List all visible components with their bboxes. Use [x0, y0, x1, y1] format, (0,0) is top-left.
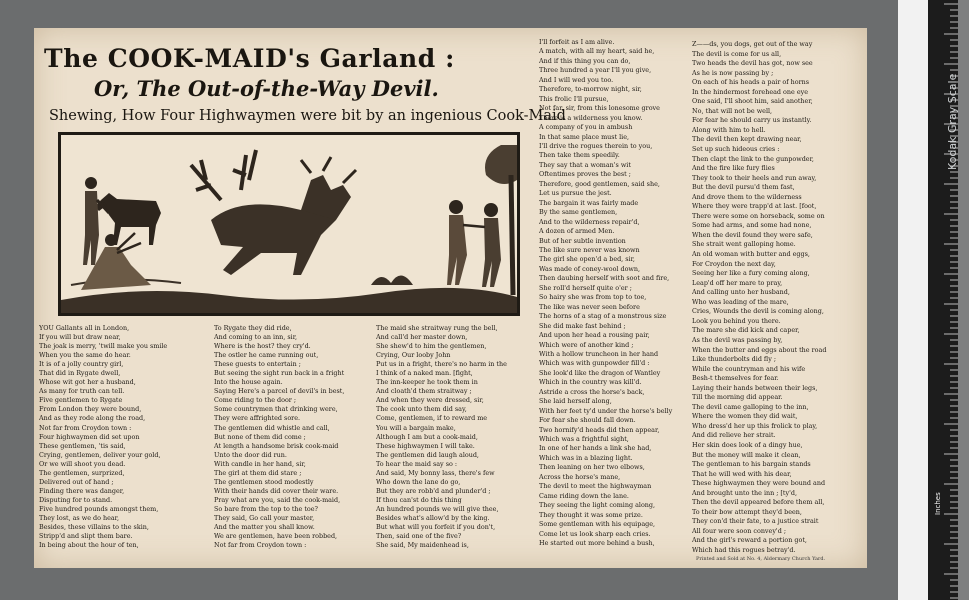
- verse-line: In the hindermost forehead one eye: [692, 87, 808, 96]
- bush-shape: [371, 275, 413, 285]
- verse-line: And drove them to the wilderness: [692, 192, 802, 201]
- verse-line: But what will you forfeit if you don't,: [376, 523, 496, 532]
- verse-line: Not far, sir, from this lonesome grove: [539, 104, 660, 113]
- verse-line: Besides what's allow'd by the king.: [376, 513, 490, 522]
- verse-line: Besh-t themselves for fear.: [692, 374, 779, 383]
- ruler-unit-label: Inches: [934, 492, 942, 515]
- verse-line: The like sure never was known: [539, 245, 640, 254]
- verse-line: And brought unto the inn ; [ty'd,: [692, 488, 797, 497]
- verse-line: Which was in a blazing light.: [539, 453, 633, 462]
- verse-line: Unto the door did run.: [214, 450, 287, 459]
- verse-line: When the devil found they were safe,: [692, 230, 813, 239]
- verse-line: Z——ds, you dogs, get out of the way: [692, 40, 813, 48]
- verse-line: We are gentlemen, have been robbed,: [214, 532, 338, 541]
- ballad-column-4: [539, 38, 699, 548]
- verse-line: Then, said one of the five?: [376, 532, 462, 541]
- verse-line: The devil to meet the highwayman: [539, 482, 652, 491]
- verse-line: These guests to entertain ;: [214, 360, 301, 369]
- verse-line: By the same gentlemen,: [539, 208, 618, 217]
- verse-line: A company of you in ambush: [539, 123, 633, 132]
- verse-line: They lost, as we do hear,: [39, 513, 120, 522]
- ballad-column-5: [692, 40, 857, 556]
- verse-line: She look'd like the dragon of Wantley: [539, 368, 661, 377]
- verse-line: Then clapt the link to the gunpowder,: [692, 154, 814, 163]
- verse-line: With candle in her hand, sir,: [214, 459, 306, 468]
- verse-line: The inn-keeper he took them in: [376, 378, 478, 387]
- verse-line: The gentlemen stood modestly: [214, 477, 314, 486]
- verse-line: When you the same do hear.: [39, 351, 131, 360]
- verse-line: The maid she straitway rung the bell,: [376, 324, 498, 332]
- verse-line: They thought it was some prize.: [539, 510, 643, 519]
- color-reference-ruler: [898, 0, 969, 600]
- verse-line: An old woman with butter and eggs,: [692, 250, 810, 259]
- verse-line: Where is the host? they cry'd.: [214, 342, 311, 351]
- verse-line: Crying, Our looby John: [376, 351, 451, 360]
- verse-line: But of her subtle invention: [539, 236, 626, 245]
- verse-line: But the money will make it clean,: [692, 450, 801, 459]
- verse-line: Some countrymen that drinking were,: [214, 405, 338, 414]
- verse-line: And call'd her master down,: [376, 333, 468, 342]
- verse-line: The gentlemen did whistle and call,: [214, 423, 330, 432]
- verse-line: An hundred pounds we will give thee,: [376, 504, 499, 513]
- verse-line: A dozen of armed Men.: [539, 227, 615, 236]
- verse-line: As the devil was passing by,: [692, 335, 783, 344]
- verse-line: A match, with all my heart, said he,: [539, 47, 655, 56]
- verse-line: But seeing the sight run back in a fright: [214, 369, 345, 378]
- verse-line: I think of a naked man. [fight,: [376, 369, 473, 378]
- verse-line: Therefore, good gentlemen, said she,: [539, 179, 660, 188]
- verse-line: Who down the lane do go,: [376, 477, 461, 486]
- verse-line: Then take them speedily.: [539, 151, 620, 160]
- verse-line: Five hundred pounds amongst them,: [39, 504, 159, 513]
- verse-line: You will a bargain make,: [376, 423, 456, 432]
- verse-line: Therefore, to-morrow night, sir,: [539, 85, 642, 94]
- verse-line: Which were of another kind ;: [539, 340, 634, 349]
- verse-line: In being about the hour of ten,: [39, 541, 139, 550]
- two-frightened-men-figure: [447, 200, 501, 287]
- verse-line: Laying their hands between their legs,: [692, 383, 818, 392]
- verse-line: Leap'd off her mare to pray,: [692, 278, 783, 287]
- verse-line: They took to their heels and run away,: [692, 173, 817, 182]
- verse-line: Come, gentlemen, if to reward me: [376, 414, 488, 423]
- verse-line: Not far from Croydon town :: [214, 541, 307, 550]
- verse-line: And when they were dressed, sir,: [376, 396, 484, 405]
- verse-line: Like thunderbolts did fly ;: [692, 355, 776, 364]
- verse-line: Besides, these villains to the skin,: [39, 523, 149, 532]
- verse-line: As he is now passing by ;: [692, 68, 774, 77]
- verse-line: They con'd their fate, to a justice strait: [692, 517, 819, 526]
- verse-line: In that same place must lie,: [539, 132, 630, 141]
- verse-line: With her feet ty'd under the horse's belly: [539, 406, 673, 415]
- verse-line: The bargain it was fairly made: [539, 198, 639, 207]
- verse-line: I'll forfeit as I am alive.: [539, 38, 615, 46]
- verse-line: And did relieve her strait.: [692, 431, 776, 440]
- verse-line: The cook unto them did say,: [376, 405, 467, 414]
- verse-line: Come riding to the door ;: [214, 396, 297, 405]
- broadside-sheet: [34, 28, 867, 568]
- ballad-column-2: [214, 324, 369, 550]
- page-title: The COOK-MAID's Garland :: [44, 44, 456, 73]
- verse-line: They said, Go call your master,: [214, 513, 315, 522]
- verse-line: With a hollow truncheon in her hand: [539, 349, 659, 358]
- verse-line: As many for truth can tell.: [39, 387, 125, 396]
- ruler-white-strip: [898, 0, 928, 600]
- verse-line: And the girl's reward a portion got,: [692, 536, 807, 545]
- verse-line: Then the devil appeared before them all,: [692, 498, 825, 507]
- verse-line: That did in Rygate dwell,: [39, 369, 121, 378]
- verse-line: Come let us look sharp each cries.: [539, 529, 651, 538]
- verse-line: One said, I'll shoot him, said another,: [692, 97, 813, 106]
- verse-line: The girl at them did stare ;: [214, 468, 302, 477]
- verse-line: There is a wilderness you know.: [539, 113, 643, 122]
- verse-line: They say that a woman's wit: [539, 160, 631, 169]
- verse-line: Saying Here's a parcel of devil's in best,: [214, 387, 345, 396]
- verse-line: Along with him to hell.: [692, 125, 766, 134]
- verse-line: And to the wilderness repair'd,: [539, 217, 640, 226]
- horse-figure: [95, 193, 161, 245]
- verse-line: No, that will not be well,: [692, 106, 773, 115]
- two-headed-devil-horse-figure: [191, 150, 356, 275]
- verse-line: If you will but draw near,: [39, 333, 121, 342]
- verse-line: Which in the country was kill'd.: [539, 378, 642, 387]
- verse-line: Astride a cross the horse's back,: [539, 387, 645, 396]
- verse-line: The devil is come for us all,: [692, 49, 782, 58]
- ground-shape: [61, 288, 517, 313]
- ballad-column-1: [39, 324, 199, 550]
- woodcut-illustration: [58, 132, 520, 316]
- verse-line: She strait went galloping home.: [692, 240, 796, 249]
- verse-line: And the fire like fury flies: [692, 164, 775, 173]
- verse-line: With their hands did cover their ware.: [214, 486, 339, 495]
- verse-line: Stripp'd and slipt them bare.: [39, 532, 133, 541]
- verse-line: Her skin does look of a dingy hue,: [692, 440, 803, 449]
- verse-line: On each of his heads a pair of horns: [692, 78, 810, 87]
- verse-line: Disputing for to stand.: [39, 495, 113, 504]
- verse-line: They seeing the light coming along,: [539, 501, 656, 510]
- verse-line: While the countryman and his wife: [692, 364, 806, 373]
- verse-line: All four were soon convey'd ;: [692, 526, 786, 535]
- verse-line: Then leaning on her two elbows,: [539, 463, 645, 472]
- verse-line: Was made of coney-wool down,: [539, 264, 641, 273]
- verse-line: The gentlemen did laugh aloud,: [376, 450, 479, 459]
- verse-line: The devil came galloping to the inn,: [692, 402, 809, 411]
- verse-line: Set up such hideous cries :: [692, 145, 780, 154]
- verse-line: Look you behind you there.: [692, 316, 781, 325]
- verse-line: So bare from the top to the toe?: [214, 504, 318, 513]
- verse-line: Came riding down the lane.: [539, 491, 629, 500]
- verse-line: In one of her hands a link she had,: [539, 444, 652, 453]
- verse-line: That he will wed with his dear,: [692, 469, 792, 478]
- verse-line: The gentlemen, surprized,: [39, 468, 125, 477]
- verse-line: Who was leading of the mare,: [692, 297, 789, 306]
- verse-line: Not far from Croydon town :: [39, 423, 132, 432]
- verse-line: But they are robb'd and plunder'd ;: [376, 486, 491, 495]
- woodcut-scene-drawing: [61, 135, 517, 313]
- verse-line: And calling unto her husband,: [692, 288, 790, 297]
- verse-line: But the devil pursu'd them fast,: [692, 183, 795, 192]
- verse-line: Although I am but a cook-maid,: [376, 432, 478, 441]
- verse-line: Whose wit got her a husband,: [39, 378, 136, 387]
- verse-line: The gentleman to his bargain stands: [692, 460, 811, 469]
- verse-line: And as they rode along the road,: [39, 414, 146, 423]
- verse-line: Oftentimes proves the best ;: [539, 170, 631, 179]
- verse-line: Finding there was danger,: [39, 486, 125, 495]
- verse-line: It is of a jolly country girl,: [39, 360, 124, 369]
- verse-line: She did make fast behind ;: [539, 321, 626, 330]
- verse-line: For fear he should carry us instantly.: [692, 116, 812, 125]
- verse-line: There were some on horseback, some on: [692, 211, 825, 220]
- verse-line: From London they were bound,: [39, 405, 142, 414]
- verse-line: These highwaymen I will take.: [376, 441, 475, 450]
- verse-line: Two hornify'd heads did then appear,: [539, 425, 660, 434]
- verse-line: And the matter you shall know.: [214, 523, 315, 532]
- verse-line: Some had arms, and some had none,: [692, 221, 812, 230]
- verse-line: Some gentleman with his equipage,: [539, 520, 656, 529]
- verse-line: Three hundred a year I'll you give,: [539, 66, 652, 75]
- verse-line: They were affrighted sore.: [214, 414, 301, 423]
- verse-line: And cloath'd them straitway ;: [376, 387, 472, 396]
- verse-line: Pray what are you, said the cook-maid,: [214, 495, 341, 504]
- verse-line: So hairy she was from top to toe,: [539, 293, 647, 302]
- verse-line: Cries, Wounds the devil is coming along,: [692, 307, 824, 316]
- verse-line: The mare she did kick and caper,: [692, 326, 800, 335]
- verse-line: Two heads the devil has got, now see: [692, 59, 813, 68]
- verse-line: I'll drive the rogues therein to you,: [539, 141, 653, 150]
- verse-line: And upon her head a rousing pair,: [539, 331, 650, 340]
- verse-line: YOU Gallants all in London,: [39, 324, 130, 332]
- verse-line: Which was a frightful sight,: [539, 435, 629, 444]
- verse-line: The like was never seen before: [539, 302, 640, 311]
- verse-line: Five gentlemen to Rygate: [39, 396, 123, 405]
- verse-line: To Rygate they did ride,: [214, 324, 292, 332]
- verse-line: The horns of a stag of a monstrous size: [539, 312, 667, 321]
- verse-line: But none of them did come ;: [214, 432, 306, 441]
- verse-line: The devil then kept drawing near,: [692, 135, 802, 144]
- verse-line: Crying, gentlemen, deliver your gold,: [39, 450, 161, 459]
- verse-line: She laid herself along,: [539, 397, 612, 406]
- verse-line: If thou can'st do this thing: [376, 495, 462, 504]
- verse-line: When the butter and eggs about the road: [692, 345, 827, 354]
- ruler-brand-label: Kodak Gray Scale: [946, 73, 959, 170]
- verse-line: Which had this rogues betray'd.: [692, 545, 796, 554]
- verse-line: Who dress'd her up this frolick to play,: [692, 421, 818, 430]
- verse-line: Put us in a fright, there's no harm in the: [376, 360, 507, 369]
- verse-line: For fear she should fall down.: [539, 416, 636, 425]
- verse-line: And said, My bonny lass, there's few: [376, 468, 495, 477]
- verse-line: Where they were trapp'd at last. [foot,: [692, 202, 817, 211]
- verse-line: These gentlemen, 'tis said,: [39, 441, 126, 450]
- verse-line: Delivered out of hand ;: [39, 477, 114, 486]
- shewing-line: Shewing, How Four Highwaymen were bit by an ingenious Cook-Maid: [49, 108, 566, 124]
- verse-line: Where the women they did wait,: [692, 412, 798, 421]
- verse-line: Into the house again.: [214, 378, 283, 387]
- verse-line: He started out more behind a bush,: [539, 539, 655, 548]
- verse-line: To hear the maid say so :: [376, 459, 458, 468]
- verse-line: These highwaymen they were bound and: [692, 479, 826, 488]
- verse-line: Or we will shoot you dead.: [39, 459, 126, 468]
- printer-imprint: Printed and Sold at No. 4, Aldermary Church Yard.: [696, 556, 826, 562]
- verse-line: Till the morning did appear.: [692, 393, 783, 402]
- verse-line: Let us pursue the jest.: [539, 189, 612, 198]
- verse-line: And if this thing you can do,: [539, 56, 631, 65]
- subtitle: Or, The Out-of-the-Way Devil.: [94, 76, 439, 101]
- verse-line: She shew'd to him the gentlemen,: [376, 342, 487, 351]
- verse-line: At length a handsome brisk cook-maid: [214, 441, 339, 450]
- verse-line: Across the horse's mane,: [539, 472, 621, 481]
- verse-line: Four highwaymen did set upon: [39, 432, 140, 441]
- verse-line: She roll'd herself quite o'er ;: [539, 283, 632, 292]
- verse-line: And coming to an inn, sir,: [214, 333, 298, 342]
- verse-line: Seeing her like a fury coming along,: [692, 269, 810, 278]
- verse-line: The joak is merry, 'twill make you smile: [39, 342, 168, 351]
- verse-line: The ostler he came running out,: [214, 351, 319, 360]
- verse-line: To their bow attempt they'd been,: [692, 507, 802, 516]
- ballad-column-3: [376, 324, 541, 550]
- verse-line: Then daubing herself with soot and fire,: [539, 274, 670, 283]
- verse-line: And I will wed you too.: [539, 75, 614, 84]
- verse-line: The girl she open'd a bed, sir,: [539, 255, 635, 264]
- verse-line: This frolic I'll pursue,: [539, 94, 609, 103]
- verse-line: For Croydon the next day,: [692, 259, 776, 268]
- verse-line: Which was with gunpowder fill'd :: [539, 359, 650, 368]
- verse-line: She said, My maidenhead is,: [376, 541, 469, 550]
